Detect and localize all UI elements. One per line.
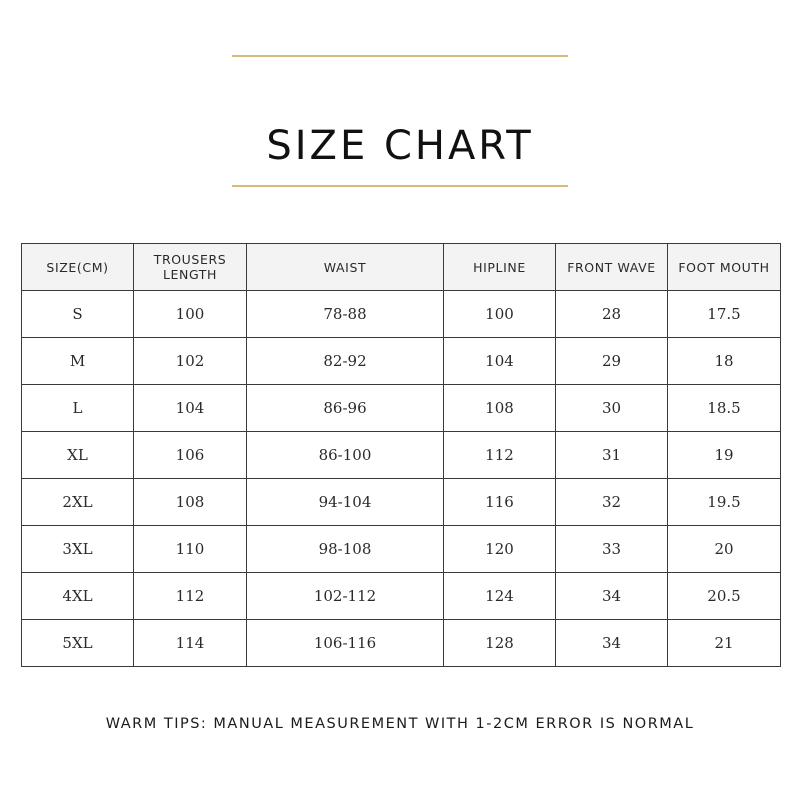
- cell-foot-mouth: 20.5: [668, 573, 781, 620]
- cell-foot-mouth: 18: [668, 338, 781, 385]
- cell-hipline: 100: [444, 291, 556, 338]
- table-row: [22, 385, 781, 432]
- bottom-divider: [232, 185, 568, 187]
- cell-trousers-length: 112: [134, 573, 247, 620]
- top-divider: [232, 55, 568, 57]
- cell-front-wave: 34: [556, 620, 668, 667]
- cell-front-wave: 31: [556, 432, 668, 479]
- cell-waist: 82-92: [247, 338, 444, 385]
- cell-front-wave: 29: [556, 338, 668, 385]
- table-row: [22, 338, 781, 385]
- cell-hipline: 128: [444, 620, 556, 667]
- cell-trousers-length: 108: [134, 479, 247, 526]
- cell-waist: 102-112: [247, 573, 444, 620]
- cell-size: L: [22, 385, 134, 432]
- table-row: [22, 526, 781, 573]
- cell-hipline: 104: [444, 338, 556, 385]
- header-trousers-length-label: TROUSERS LENGTH: [153, 252, 227, 282]
- cell-trousers-length: 106: [134, 432, 247, 479]
- header-hipline: HIPLINE: [444, 244, 556, 291]
- table-row: [22, 432, 781, 479]
- cell-size: S: [22, 291, 134, 338]
- cell-size: 4XL: [22, 573, 134, 620]
- table-header-row: [22, 244, 781, 291]
- cell-size: 5XL: [22, 620, 134, 667]
- cell-hipline: 124: [444, 573, 556, 620]
- cell-hipline: 116: [444, 479, 556, 526]
- cell-waist: 86-100: [247, 432, 444, 479]
- cell-trousers-length: 102: [134, 338, 247, 385]
- cell-size: M: [22, 338, 134, 385]
- cell-foot-mouth: 20: [668, 526, 781, 573]
- header-waist: WAIST: [247, 244, 444, 291]
- size-table: [21, 243, 781, 667]
- table-row: [22, 573, 781, 620]
- cell-waist: 98-108: [247, 526, 444, 573]
- cell-waist: 86-96: [247, 385, 444, 432]
- cell-front-wave: 33: [556, 526, 668, 573]
- cell-foot-mouth: 17.5: [668, 291, 781, 338]
- header-front-wave: FRONT WAVE: [556, 244, 668, 291]
- header-trousers-length: [134, 244, 247, 291]
- cell-trousers-length: 100: [134, 291, 247, 338]
- cell-size: 2XL: [22, 479, 134, 526]
- cell-size: XL: [22, 432, 134, 479]
- cell-size: 3XL: [22, 526, 134, 573]
- header-size: SIZE(CM): [22, 244, 134, 291]
- cell-hipline: 120: [444, 526, 556, 573]
- cell-trousers-length: 110: [134, 526, 247, 573]
- table-row: [22, 479, 781, 526]
- header-foot-mouth: FOOT MOUTH: [668, 244, 781, 291]
- cell-front-wave: 34: [556, 573, 668, 620]
- cell-hipline: 108: [444, 385, 556, 432]
- cell-foot-mouth: 19.5: [668, 479, 781, 526]
- cell-front-wave: 32: [556, 479, 668, 526]
- table-row: [22, 291, 781, 338]
- cell-front-wave: 30: [556, 385, 668, 432]
- cell-trousers-length: 104: [134, 385, 247, 432]
- table-row: [22, 620, 781, 667]
- cell-foot-mouth: 19: [668, 432, 781, 479]
- page-title: SIZE CHART: [266, 122, 534, 169]
- cell-waist: 106-116: [247, 620, 444, 667]
- cell-foot-mouth: 18.5: [668, 385, 781, 432]
- cell-waist: 78-88: [247, 291, 444, 338]
- cell-foot-mouth: 21: [668, 620, 781, 667]
- warm-tips-note: WARM TIPS: MANUAL MEASUREMENT WITH 1-2CM ERROR IS NORMAL: [105, 716, 695, 732]
- cell-waist: 94-104: [247, 479, 444, 526]
- cell-hipline: 112: [444, 432, 556, 479]
- cell-trousers-length: 114: [134, 620, 247, 667]
- cell-front-wave: 28: [556, 291, 668, 338]
